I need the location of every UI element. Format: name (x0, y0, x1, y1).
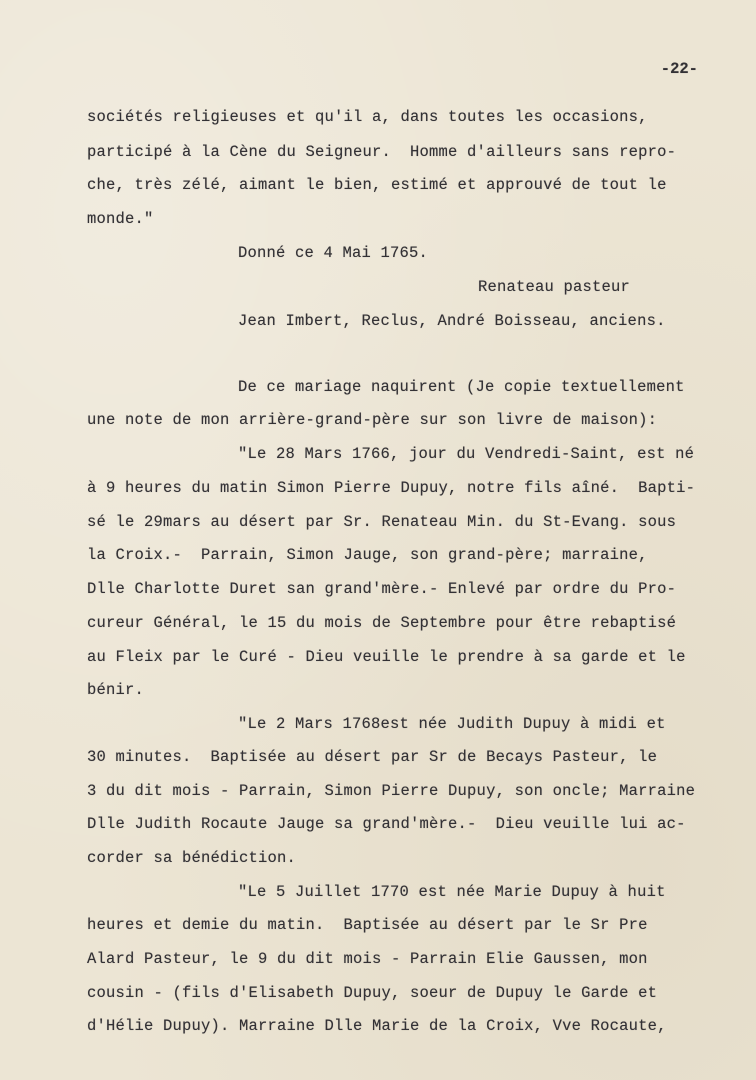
text-line: heures et demie du matin. Baptisée au désert par le Sr Pre (87, 916, 648, 934)
text-line: che, très zélé, aimant le bien, estimé et approuvé de tout le (87, 176, 667, 194)
text-line: à 9 heures du matin Simon Pierre Dupuy, notre fils aîné. Bapti- (87, 479, 696, 497)
text-line: au Fleix par le Curé - Dieu veuille le prendre à sa garde et le (87, 648, 686, 666)
text-line: Donné ce 4 Mai 1765. (238, 244, 429, 262)
text-line: "Le 2 Mars 1768est née Judith Dupuy à midi et (238, 715, 666, 733)
signature-line: Renateau pasteur (478, 278, 631, 296)
text-line: 30 minutes. Baptisée au désert par Sr de Becays Pasteur, le (87, 748, 658, 766)
text-line: une note de mon arrière-grand-père sur son livre de maison): (87, 411, 658, 429)
text-line: la Croix.- Parrain, Simon Jauge, son grand-père; marraine, (87, 546, 648, 564)
text-line: 3 du dit mois - Parrain, Simon Pierre Dupuy, son oncle; Marraine (87, 782, 696, 800)
page-number: -22- (660, 60, 698, 78)
text-line: cureur Général, le 15 du mois de Septembre pour être rebaptisé (87, 614, 677, 632)
text-line: Dlle Judith Rocaute Jauge sa grand'mère.- Dieu veuille lui ac- (87, 815, 686, 833)
text-line: sé le 29mars au désert par Sr. Renateau Min. du St-Evang. sous (87, 513, 677, 531)
text-line: "Le 28 Mars 1766, jour du Vendredi-Saint, est né (238, 445, 695, 463)
text-line: Alard Pasteur, le 9 du dit mois - Parrain Elie Gaussen, mon (87, 950, 648, 968)
text-line: bénir. (87, 681, 145, 699)
signature-line: Jean Imbert, Reclus, André Boisseau, anciens. (238, 312, 666, 330)
text-line: d'Hélie Dupuy). Marraine Dlle Marie de la Croix, Vve Rocaute, (87, 1017, 667, 1035)
text-line: monde." (87, 210, 154, 228)
text-line: sociétés religieuses et qu'il a, dans toutes les occasions, (87, 108, 648, 126)
text-line: De ce mariage naquirent (Je copie textuellement (238, 378, 685, 396)
text-line: "Le 5 Juillet 1770 est née Marie Dupuy à huit (238, 883, 666, 901)
text-line: participé à la Cène du Seigneur. Homme d'ailleurs sans repro- (87, 143, 677, 161)
text-line: Dlle Charlotte Duret san grand'mère.- Enlevé par ordre du Pro- (87, 580, 677, 598)
text-line: corder sa bénédiction. (87, 849, 297, 867)
text-line: cousin - (fils d'Elisabeth Dupuy, soeur de Dupuy le Garde et (87, 984, 658, 1002)
